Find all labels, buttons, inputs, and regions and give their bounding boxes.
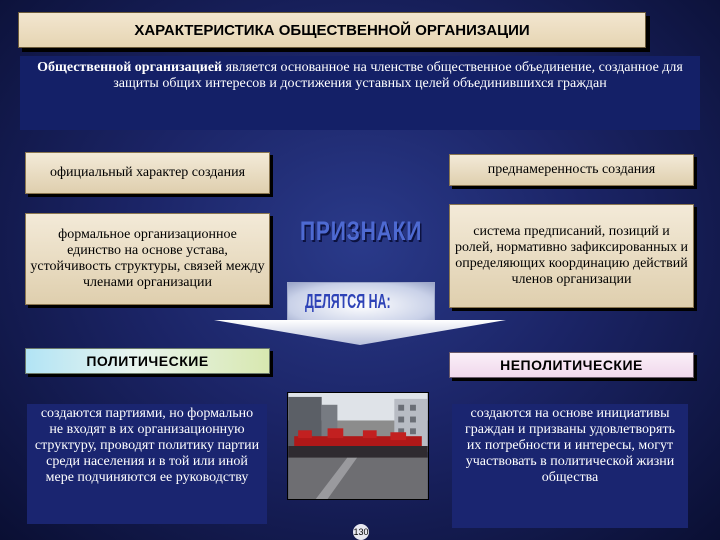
definition-text <box>20 56 700 130</box>
slide-title: ХАРАКТЕРИСТИКА ОБЩЕСТВЕННОЙ ОРГАНИЗАЦИИ <box>18 12 646 48</box>
divides-label: ДЕЛЯТСЯ НА: <box>305 291 391 313</box>
feature-intentional-creation: преднамеренность создания <box>449 154 694 186</box>
signs-label: ПРИЗНАКИ <box>300 216 423 246</box>
political-heading: ПОЛИТИЧЕСКИЕ <box>25 348 270 374</box>
definition-term: Общественной организацией <box>37 60 223 75</box>
feature-official-character: официальный характер создания <box>25 152 270 194</box>
political-description: создаются партиями, но формально не входят в их организационную структуру, проводят политику партии среди населения и в той или иной мере подчиняются ее руководству <box>27 404 267 524</box>
nonpolitical-heading: НЕПОЛИТИЧЕСКИЕ <box>449 352 694 378</box>
demonstration-photo <box>287 392 429 500</box>
page-number: 130 <box>353 524 369 540</box>
feature-formal-unity: формальное организационное единство на основе устава, устойчивость структуры, связей между членами организации <box>25 213 270 305</box>
definition-body: является основанное на членстве общественное объединение, созданное для защиты общих интересов и достижения уставных целей объединившихся граждан <box>113 60 683 91</box>
down-arrow-shape <box>214 318 506 346</box>
feature-prescription-system: система предписаний, позиций и ролей, нормативно зафиксированных и определяющих координацию действий членов организации <box>449 204 694 308</box>
nonpolitical-description: создаются на основе инициативы граждан и призваны удовлетворять их потребности и интересы, могут участвовать в политической жизни общества <box>452 404 688 528</box>
